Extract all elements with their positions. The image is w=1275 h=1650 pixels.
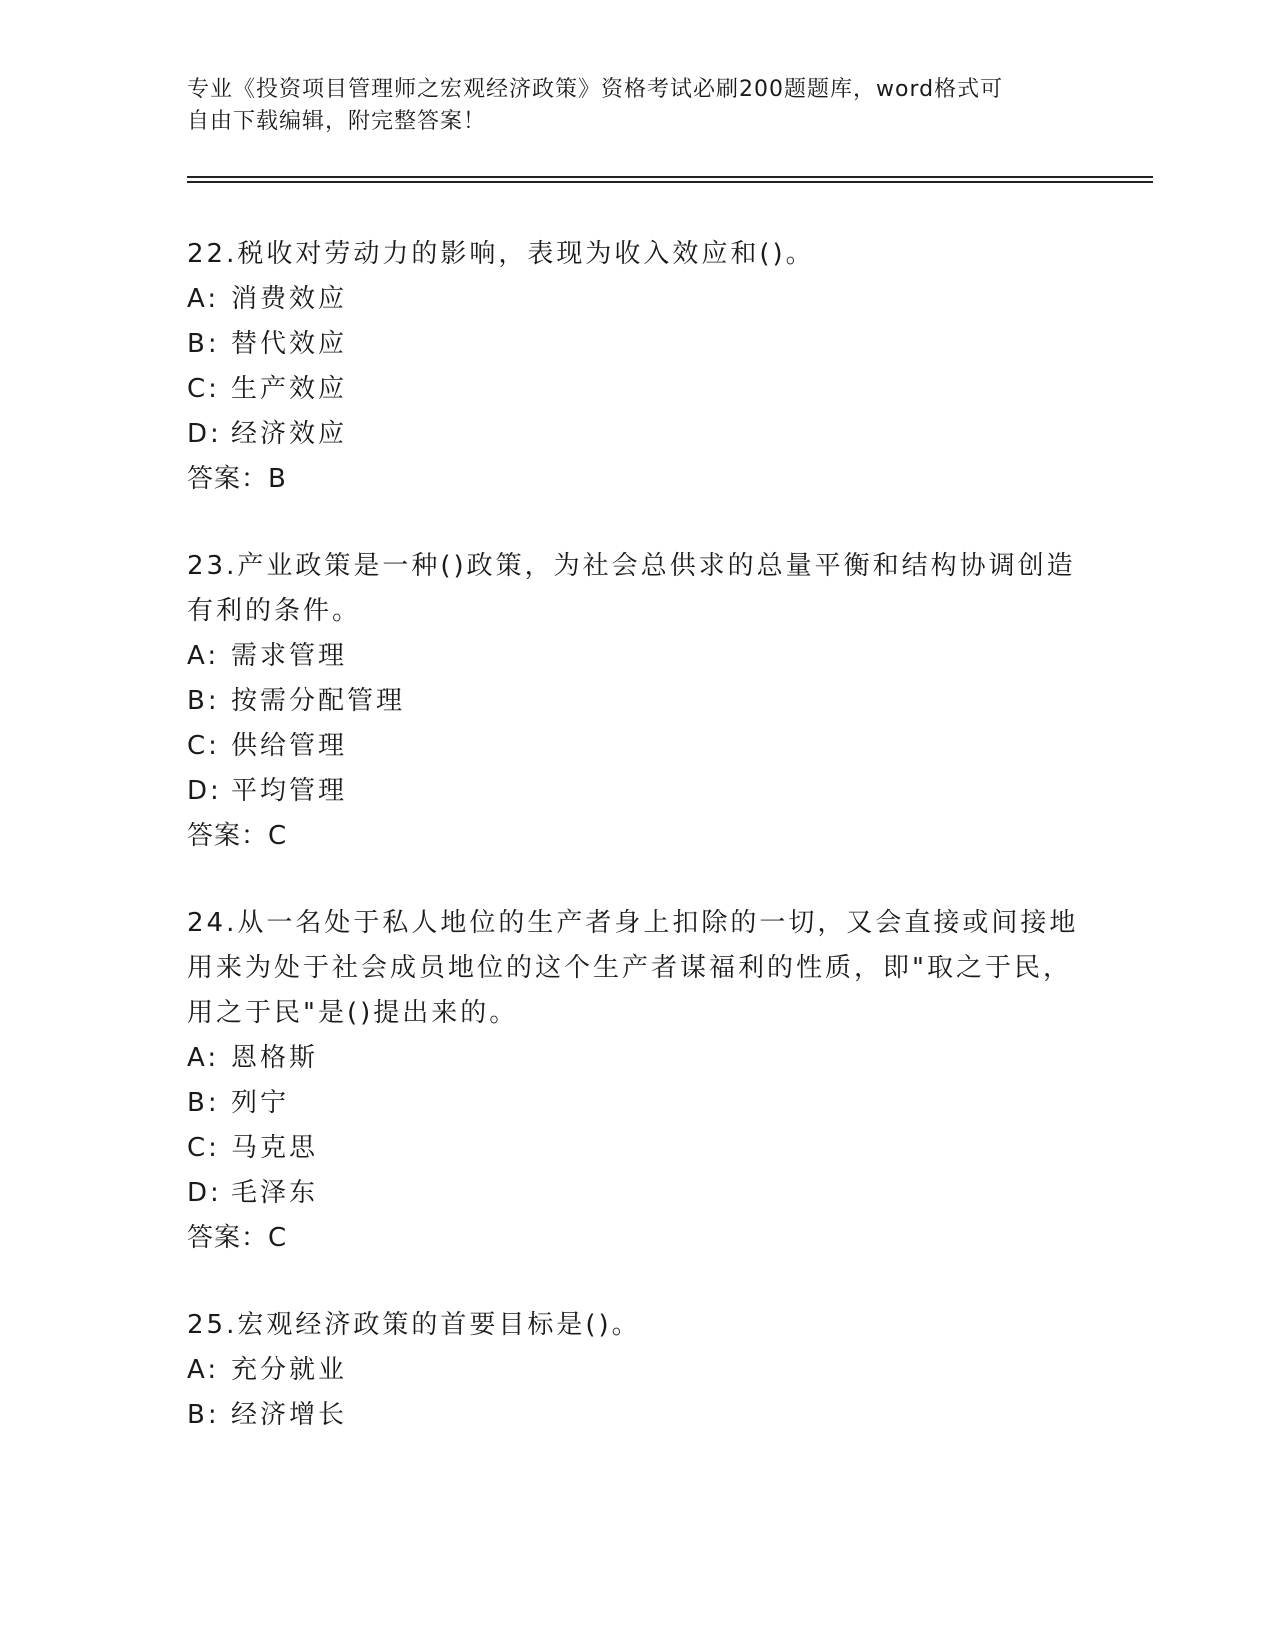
question-list [187, 232, 1087, 1480]
option-c [187, 724, 1087, 769]
option-letter: D: [187, 419, 222, 449]
option-letter: A: [187, 1355, 220, 1385]
answer-line: 答案：B [187, 464, 287, 494]
option-c [187, 1126, 1087, 1171]
question-stem: 23.产业政策是一种()政策，为社会总供求的总量平衡和结构协调创造 [187, 551, 1076, 581]
option-c [187, 367, 1087, 412]
option-d [187, 1171, 1087, 1216]
option-a [187, 1036, 1087, 1081]
option-text: 需求管理 [231, 641, 348, 671]
option-letter: A: [187, 284, 220, 314]
header-divider-bottom [187, 181, 1153, 183]
option-text: 消费效应 [231, 284, 348, 314]
option-letter: B: [187, 329, 220, 359]
question-23 [187, 544, 1087, 859]
option-b [187, 1081, 1087, 1126]
option-a [187, 634, 1087, 679]
option-b [187, 679, 1087, 724]
option-text: 平均管理 [231, 776, 348, 806]
option-a [187, 1348, 1087, 1393]
option-text: 列宁 [231, 1088, 290, 1118]
header-line-1: 专业《投资项目管理师之宏观经济政策》资格考试必刷200题题库，word格式可 [187, 77, 1004, 102]
option-letter: B: [187, 686, 220, 716]
option-text: 替代效应 [231, 329, 348, 359]
option-text: 经济效应 [231, 419, 348, 449]
option-letter: A: [187, 1043, 220, 1073]
question-stem-continued: 用之于民"是()提出来的。 [187, 998, 519, 1028]
option-letter: C: [187, 731, 220, 761]
option-text: 毛泽东 [231, 1178, 319, 1208]
option-b [187, 322, 1087, 367]
question-24 [187, 901, 1087, 1261]
option-text: 供给管理 [231, 731, 348, 761]
option-letter: B: [187, 1088, 220, 1118]
option-a [187, 277, 1087, 322]
option-text: 经济增长 [231, 1400, 348, 1430]
answer-line: 答案：C [187, 821, 288, 851]
question-stem: 24.从一名处于私人地位的生产者身上扣除的一切，又会直接或间接地 [187, 908, 1079, 938]
answer-line: 答案：C [187, 1223, 288, 1253]
option-letter: C: [187, 374, 220, 404]
question-stem: 22.税收对劳动力的影响，表现为收入效应和()。 [187, 239, 815, 269]
question-22 [187, 232, 1087, 502]
option-text: 马克思 [231, 1133, 319, 1163]
header-line-2: 自由下载编辑，附完整答案！ [187, 109, 487, 134]
option-d [187, 769, 1087, 814]
option-letter: C: [187, 1133, 220, 1163]
option-text: 充分就业 [231, 1355, 348, 1385]
option-b [187, 1393, 1087, 1438]
question-stem-continued: 有利的条件。 [187, 596, 362, 626]
document-header [187, 74, 1087, 138]
header-divider-top [187, 176, 1153, 178]
option-letter: D: [187, 776, 222, 806]
option-text: 生产效应 [231, 374, 348, 404]
option-text: 按需分配管理 [231, 686, 406, 716]
option-text: 恩格斯 [231, 1043, 319, 1073]
question-stem: 25.宏观经济政策的首要目标是()。 [187, 1310, 641, 1340]
question-stem-continued: 用来为处于社会成员地位的这个生产者谋福利的性质，即"取之于民， [187, 953, 1072, 983]
option-letter: B: [187, 1400, 220, 1430]
option-letter: A: [187, 641, 220, 671]
option-d [187, 412, 1087, 457]
option-letter: D: [187, 1178, 222, 1208]
question-25 [187, 1303, 1087, 1438]
